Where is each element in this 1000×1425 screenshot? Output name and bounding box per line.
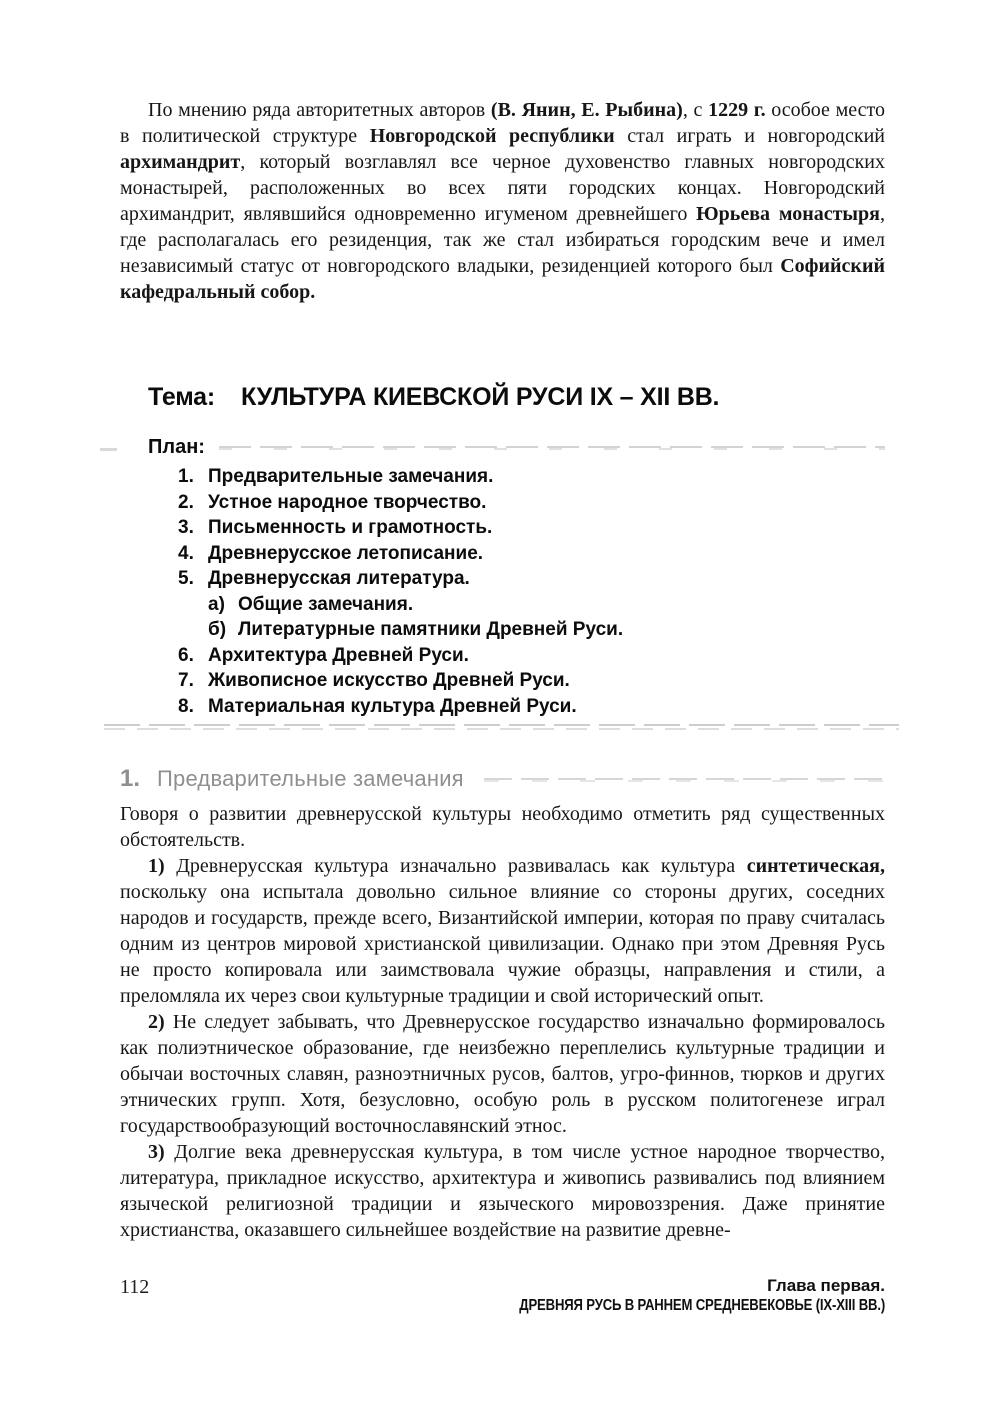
plan-item — [120, 566, 885, 592]
plan-item-label: Литературные памятники Древней Руси. — [238, 619, 624, 640]
body-paragraph-1: 1) Древнерусская культура изначально развивалась как культура синтетическая, поскольку она испытала довольно сильное влияние со стороны других, соседних народов и государств, прежде всего, Византийской империи, которая по праву считалась одним из центров мировой христианской цивилизации. Однако при этом Древняя Русь не просто копировала или заимствовала чужие образцы, направления и стили, а преломляла их через свои культурные традиции и свой исторический опыт. — [120, 855, 885, 1007]
plan-item-label: Архитектура Древней Руси. — [208, 644, 469, 666]
section-heading — [120, 765, 885, 793]
plan-item-label: Живописное искусство Древней Руси. — [208, 670, 570, 691]
body-paragraph-2: 2) Не следует забывать, что Древнерусское государство изначально формировалось как полиэтническое образование, где неизбежно переплелись культурные традиции и обычаи восточных славян, разноэтничных русов, балтов, угро-финнов, тюрков и других этнических групп. Хотя, безусловно, особую роль в русском политогенезе играл государствообразующий восточнославянский этнос. — [120, 1011, 885, 1137]
plan-item-label: Древнерусское летописание. — [208, 542, 484, 564]
plan-item-label: Общие замечания. — [238, 593, 414, 615]
plan-label: План: — [148, 436, 205, 458]
plan-item — [120, 464, 885, 490]
plan-item-label: Древнерусская литература. — [208, 568, 470, 589]
section-dashed-line — [484, 777, 885, 782]
plan-item-label: Письменность и грамотность. — [208, 517, 493, 538]
plan-subitem — [120, 592, 885, 618]
page-content — [120, 0, 885, 1243]
chapter-subtitle: ДРЕВНЯЯ РУСЬ В РАННЕМ СРЕДНЕВЕКОВЬЕ (IX-XIII ВВ.) — [519, 1297, 885, 1314]
body-paragraph-lead: Говоря о развитии древнерусской культуры необходимо отметить ряд существенных обстоятельств. — [120, 803, 885, 851]
plan-dashed-line — [219, 445, 885, 450]
plan-item-number: 4. — [178, 542, 194, 564]
intro-paragraph: По мнению ряда авторитетных авторов (В. Янин, Е. Рыбина), с 1229 г. особое место в политической структуре Новгородской республики стал играть и новгородский архимандрит, который возглавлял все черное духовенство главных новгородских монастырей, расположенных во всех пяти городских концах. Новгородский архимандрит, являвшийся одновременно игуменом древнейшего Юрьева монастыря, где располагалась его резиденция, так же стал избираться городским вече и имел независимый статус от новгородского владыки, резиденцией которого был Софийский кафедральный собор. — [120, 99, 885, 303]
plan-item-label: Предварительные замечания. — [208, 466, 494, 487]
section-title: Предварительные замечания — [157, 766, 464, 791]
plan-item-number: 5. — [178, 568, 194, 589]
plan-item — [120, 541, 885, 567]
page-number: 112 — [120, 1276, 150, 1298]
body-paragraph-3: 3) Долгие века древнерусская культура, в том числе устное народное творчество, литература, прикладное искусство, архитектура и живопись развивались под влиянием языческой религиозной традиции и языческого мировоззрения. Даже принятие христианства, оказавшего сильнейшее воздействие на развитие древне- — [120, 1141, 885, 1241]
section-body — [120, 801, 885, 1243]
plan-item-number: 3. — [178, 517, 194, 538]
plan-item-number: 6. — [178, 644, 194, 666]
plan-heading — [120, 436, 885, 459]
section-number: 1. — [120, 765, 141, 792]
plan-item-label: Материальная культура Древней Руси. — [208, 695, 577, 717]
plan-item-number: б) — [208, 619, 227, 640]
plan-item — [120, 515, 885, 541]
plan-item — [120, 643, 885, 669]
plan-item-number: а) — [208, 593, 225, 615]
plan-bottom-divider — [104, 723, 899, 731]
chapter-title: Глава первая. — [767, 1276, 885, 1295]
plan-item — [120, 668, 885, 694]
theme-title: КУЛЬТУРА КИЕВСКОЙ РУСИ IX – XII ВВ. — [241, 383, 720, 411]
plan-list — [120, 464, 885, 719]
chapter-reference — [439, 1276, 885, 1316]
plan-item-number: 2. — [178, 491, 194, 513]
plan-item — [120, 694, 885, 720]
plan-item-number: 1. — [178, 466, 194, 487]
theme-heading — [120, 383, 885, 412]
plan-item-number: 8. — [178, 695, 194, 717]
lead-in-dash — [100, 448, 117, 451]
footer — [120, 1276, 885, 1316]
plan-item — [120, 490, 885, 516]
plan-item-label: Устное народное творчество. — [208, 491, 487, 513]
plan-subitem — [120, 617, 885, 643]
theme-label: Тема: — [148, 383, 215, 411]
plan-item-number: 7. — [178, 670, 194, 691]
